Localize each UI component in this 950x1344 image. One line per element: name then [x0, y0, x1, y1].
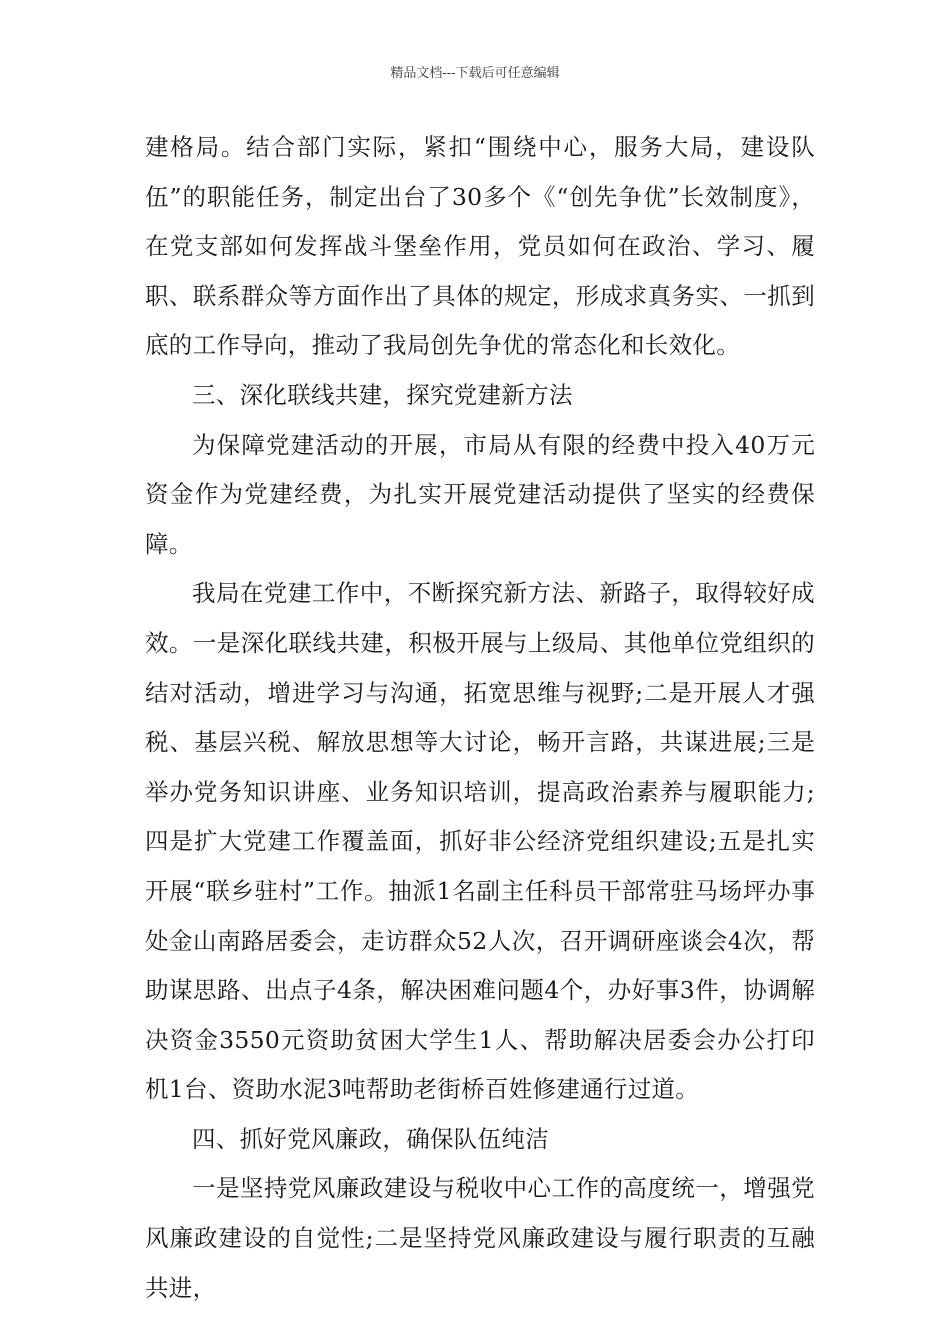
- paragraph-continuation: 建格局。结合部门实际，紧扣“围绕中心，服务大局，建设队伍”的职能任务，制定出台了30多个《“创先争优”长效制度》，在党支部如何发挥战斗堡垒作用，党员如何在政治、学习、履职、联系群众等方面作出了具体的规定，形成求真务实、一抓到底的工作导向，推动了我局创先争优的常态化和长效化。: [145, 133, 815, 360]
- section-heading-4: 四、抓好党风廉政，确保队伍纯洁: [192, 1124, 549, 1153]
- paragraph-integrity: 一是坚持党风廉政建设与税收中心工作的高度统一，增强党风廉政建设的自觉性;二是坚持党风廉政建设与履行职责的互融共进，: [145, 1174, 815, 1302]
- section-heading-3: 三、深化联线共建，探究党建新方法: [192, 380, 573, 409]
- document-body: [145, 123, 815, 1313]
- page-header: 精品文档---下载后可任意编辑: [390, 66, 560, 81]
- paragraph-methods: 我局在党建工作中，不断探究新方法、新路子，取得较好成效。一是深化联线共建，积极开展与上级局、其他单位党组织的结对活动，增进学习与沟通，拓宽思维与视野;二是开展人才强税、基层兴税、解放思想等大讨论，畅开言路，共谋进展;三是举办党务知识讲座、业务知识培训，提高政治素养与履职能力;四是扩大党建工作覆盖面，抓好非公经济党组织建设;五是扎实开展“联乡驻村”工作。抽派1名副主任科员干部常驻马场坪办事处金山南路居委会，走访群众52人次，召开调研座谈会4次，帮助谋思路、出点子4条，解决困难问题4个，办好事3件，协调解决资金3550元资助贫困大学生1人、帮助解决居委会办公打印机1台、资助水泥3吨帮助老街桥百姓修建通行过道。: [145, 579, 815, 1104]
- paragraph-funding: 为保障党建活动的开展，市局从有限的经费中投入40万元资金作为党建经费，为扎实开展党建活动提供了坚实的经费保障。: [145, 430, 815, 558]
